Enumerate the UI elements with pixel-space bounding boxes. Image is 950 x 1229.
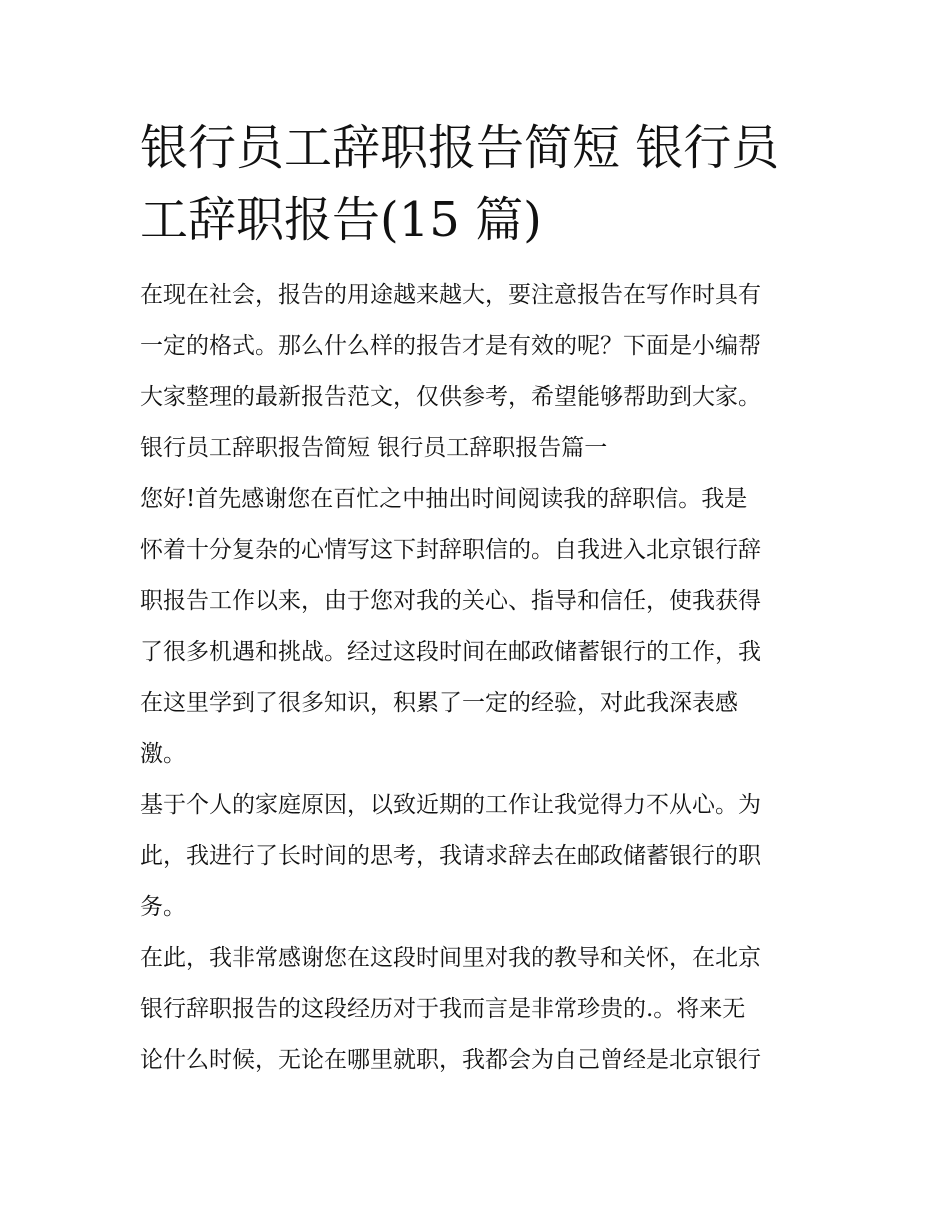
- paragraph-line: 在现在社会，报告的用途越来越大，要注意报告在写作时具有: [140, 282, 761, 308]
- body-paragraph: [140, 933, 815, 1086]
- paragraph-line: 基于个人的家庭原因，以致近期的工作让我觉得力不从心。为: [140, 792, 761, 818]
- paragraph-line: 一定的格式。那么什么样的报告才是有效的呢？下面是小编帮: [140, 333, 761, 359]
- paragraph-line: 职报告工作以来，由于您对我的关心、指导和信任，使我获得: [140, 588, 761, 614]
- body-paragraph: [140, 474, 815, 780]
- paragraph-line: 论什么时候，无论在哪里就职，我都会为自己曾经是北京银行: [140, 1047, 761, 1073]
- section-heading: [140, 423, 815, 474]
- paragraph-line: 您好!首先感谢您在百忙之中抽出时间阅读我的辞职信。我是: [140, 486, 748, 512]
- intro-paragraph: [140, 270, 815, 423]
- paragraph-line: 在此，我非常感谢您在这段时间里对我的教导和关怀，在北京: [140, 945, 761, 971]
- paragraph-line: 了很多机遇和挑战。经过这段时间在邮政储蓄银行的工作，我: [140, 639, 761, 665]
- title-line: 工辞职报告(15 篇): [140, 192, 542, 248]
- paragraph-line: 大家整理的最新报告范文，仅供参考，希望能够帮助到大家。: [140, 384, 761, 410]
- paragraph-line: 怀着十分复杂的心情写这下封辞职信的。自我进入北京银行辞: [140, 537, 761, 563]
- paragraph-line: 此，我进行了长时间的思考，我请求辞去在邮政储蓄银行的职: [140, 843, 761, 869]
- paragraph-line: 在这里学到了很多知识，积累了一定的经验，对此我深表感: [140, 690, 738, 716]
- paragraph-line: 务。: [140, 894, 186, 920]
- paragraph-line: 银行辞职报告的这段经历对于我而言是非常珍贵的.。将来无: [140, 996, 746, 1022]
- title-line: 银行员工辞职报告简短 银行员: [140, 120, 780, 176]
- paragraph-line: 银行员工辞职报告简短 银行员工辞职报告篇一: [140, 435, 608, 461]
- paragraph-line: 激。: [140, 741, 186, 767]
- document-content: [140, 112, 815, 1086]
- document-title: [140, 112, 815, 256]
- body-paragraph: [140, 780, 815, 933]
